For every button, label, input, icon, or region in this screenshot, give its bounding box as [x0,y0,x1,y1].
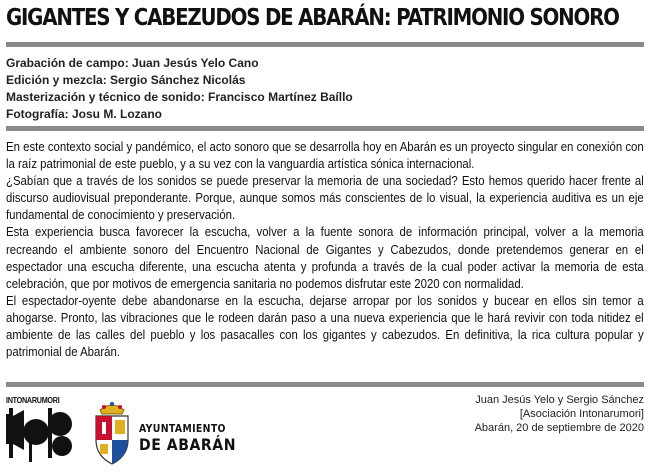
credits-block [6,55,626,123]
paragraph-2: ¿Sabían que a través de los sonidos se puede preservar la memoria de una sociedad? Esto hemos querido hacer frente al discurso audiovisual preponderante. Porque, aunque somos más conscientes de lo visual, la experiencia auditiva es un eje fundamental de conocimiento y preservación. [6,173,644,223]
paragraph-4: El espectador-oyente debe abandonarse en la escucha, dejarse arropar por los sonidos y bucear en ellos sin temor a ahogarse. Pronto, las vibraciones que le rodeen darán paso a una nueva experiencia que le hará revivir con toda nitidez el ambiente de las calles del pueblo y los pasacalles con los gigantes y cabezudos. En definitiva, la rica cultura popular y patrimonial de Abarán. [6,292,644,360]
intonarumori-logo-label: INTONARUMORI [6,396,60,405]
body-text [6,138,644,360]
top-divider [6,42,644,47]
ayuntamiento-logo-line2: DE ABARÁN [139,435,237,454]
credit-field-recording: Grabación de campo: Juan Jesús Yelo Cano [6,56,259,70]
paragraph-3: Esta experiencia busca favorecer la escucha, volver a la fuente sonora de información principal, volver a la memoria recreando el ambiente sonoro del Encuentro Nacional de Gigantes y Cabezudos, donde pretendemos generar en el espectador una escucha diferente, una escucha atenta y profunda a través de la cual poder activar la memoria de esta celebración, que por motivos de emergencia sanitaria no podemos disfrutar este 2020 con normalidad. [6,224,644,291]
ayuntamiento-logo [139,422,249,454]
page-title: GIGANTES Y CABEZUDOS DE ABARÁN: PATRIMONIO SONORO [6,5,619,31]
credit-mastering: Masterización y técnico de sonido: Francisco Martínez Baíllo [6,90,353,104]
signature-association: [Asociación Intonarumori] [519,408,644,420]
bottom-divider [6,382,644,387]
ayuntamiento-logo-line1: AYUNTAMIENTO [139,422,226,435]
coat-of-arms-icon [92,400,132,468]
paragraph-1: En este contexto social y pandémico, el acto sonoro que se desarrolla hoy en Abarán es un proyecto singular en conexión con la raíz patrimonial de este pueblo, y a su vez con la vanguardia artística sónica internacional. [6,139,644,172]
signature-place-date: Abarán, 20 de septiembre de 2020 [474,422,644,434]
signature-authors: Juan Jesús Yelo y Sergio Sánchez [475,394,644,406]
speaker-horns-icon [6,394,72,468]
signature-block [470,393,644,435]
middle-divider [6,126,644,131]
credit-photography: Fotografía: Josu M. Lozano [6,107,162,121]
credit-editing-mixing: Edición y mezcla: Sergio Sánchez Nicolás [6,73,246,87]
intonarumori-logo [6,394,72,468]
